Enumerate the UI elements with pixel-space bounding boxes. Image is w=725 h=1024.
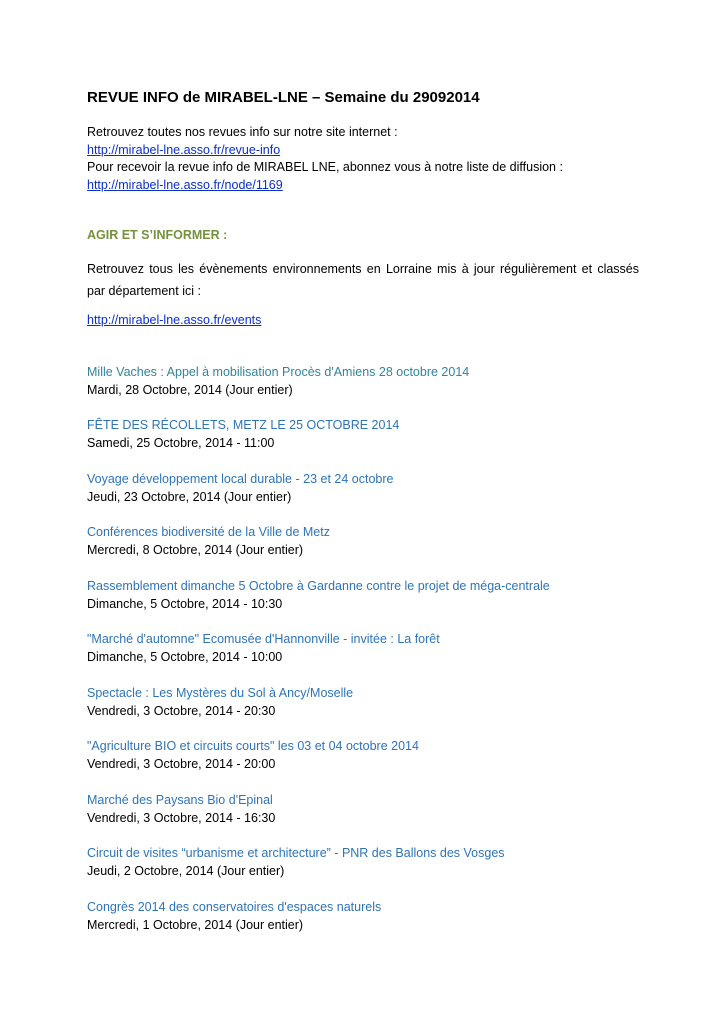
event-item [87,577,647,613]
intro-block [87,124,563,194]
event-title[interactable]: Circuit de visites “urbanisme et architecture” - PNR des Ballons des Vosges [87,846,505,860]
event-date: Mercredi, 8 Octobre, 2014 (Jour entier) [87,543,304,557]
event-item [87,363,647,399]
event-date: Jeudi, 2 Octobre, 2014 (Jour entier) [87,864,285,878]
event-date: Samedi, 25 Octobre, 2014 - 11:00 [87,436,275,450]
section-heading: AGIR ET S’INFORMER : [87,228,228,242]
event-title[interactable]: FÊTE DES RÉCOLLETS, METZ LE 25 OCTOBRE 2014 [87,418,400,432]
event-date: Jeudi, 23 Octobre, 2014 (Jour entier) [87,490,292,504]
event-title[interactable]: Marché des Paysans Bio d'Epinal [87,793,273,807]
event-item [87,844,647,880]
event-title[interactable]: "Agriculture BIO et circuits courts" les 03 et 04 octobre 2014 [87,739,419,753]
document-title: REVUE INFO de MIRABEL-LNE – Semaine du 29092014 [87,89,480,106]
event-item [87,684,647,720]
event-date: Dimanche, 5 Octobre, 2014 - 10:00 [87,650,283,664]
event-title[interactable]: "Marché d'automne" Ecomusée d'Hannonville - invitée : La forêt [87,632,440,646]
intro-line-subscribe: Pour recevoir la revue info de MIRABEL LNE, abonnez vous à notre liste de diffusion : [87,160,563,174]
event-item [87,737,647,773]
event-date: Vendredi, 3 Octobre, 2014 - 20:30 [87,704,276,718]
event-date: Dimanche, 5 Octobre, 2014 - 10:30 [87,597,283,611]
event-title[interactable]: Congrès 2014 des conservatoires d'espaces naturels [87,900,382,914]
event-date: Mercredi, 1 Octobre, 2014 (Jour entier) [87,918,304,932]
event-date: Vendredi, 3 Octobre, 2014 - 16:30 [87,811,276,825]
event-item [87,791,647,827]
section-paragraph: Retrouvez tous les évènements environnements en Lorraine mis à jour régulièrement et classés par département ici : [87,262,639,298]
intro-line-site: Retrouvez toutes nos revues info sur notre site internet : [87,125,398,139]
event-title[interactable]: Conférences biodiversité de la Ville de Metz [87,525,330,539]
event-item [87,523,647,559]
event-title[interactable]: Voyage développement local durable - 23 et 24 octobre [87,472,394,486]
event-title[interactable]: Spectacle : Les Mystères du Sol à Ancy/Moselle [87,686,354,700]
event-date: Vendredi, 3 Octobre, 2014 - 20:00 [87,757,276,771]
revue-info-link[interactable]: http://mirabel-lne.asso.fr/revue-info [87,142,281,157]
event-item [87,416,647,452]
event-title[interactable]: Rassemblement dimanche 5 Octobre à Gardanne contre le projet de méga-centrale [87,579,550,593]
event-item [87,630,647,666]
event-item [87,898,647,934]
event-item [87,470,647,506]
event-title[interactable]: Mille Vaches : Appel à mobilisation Procès d'Amiens 28 octobre 2014 [87,365,470,379]
events-link[interactable]: http://mirabel-lne.asso.fr/events [87,313,262,327]
event-date: Mardi, 28 Octobre, 2014 (Jour entier) [87,383,293,397]
subscribe-link[interactable]: http://mirabel-lne.asso.fr/node/1169 [87,177,283,192]
